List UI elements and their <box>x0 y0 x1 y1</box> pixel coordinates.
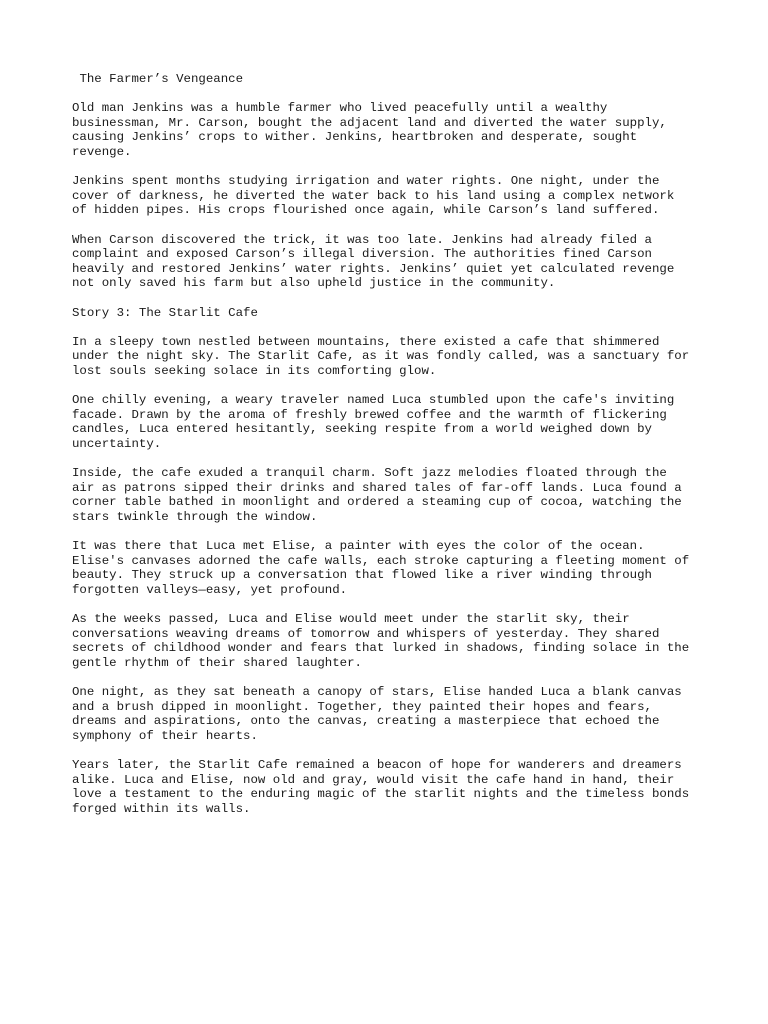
story-title: The Farmer’s Vengeance <box>72 72 244 86</box>
document-page <box>72 72 712 831</box>
paragraph: When Carson discovered the trick, it was too late. Jenkins had already filed a complaint and exposed Carson’s illegal diversion. The authorities fined Carson heavily and restored Jenkins’ water rights. Jenkins’ quiet yet calculated revenge not only saved his farm but also upheld justice in the community. <box>72 232 675 291</box>
paragraph: One chilly evening, a weary traveler named Luca stumbled upon the cafe's inviting facade. Drawn by the aroma of freshly brewed coffee and the warmth of flickering candles, Luca entered hesitantly, seeking respite from a world weighed down by uncertainty. <box>72 393 675 451</box>
story-heading: Story 3: The Starlit Cafe <box>72 305 258 320</box>
paragraph: Years later, the Starlit Cafe remained a beacon of hope for wanderers and dreamers alike. Luca and Elise, now old and gray, would visit the cafe hand in hand, their love a testament to the enduring magic of the starlit nights and the timeless bonds forged within its walls. <box>72 757 690 816</box>
paragraph: Inside, the cafe exuded a tranquil charm. Soft jazz melodies floated through the air as patrons sipped their drinks and shared tales of far-off lands. Luca found a corner table bathed in moonlight and ordered a steaming cup of cocoa, watching the stars twinkle through the window. <box>72 466 682 524</box>
paragraph: One night, as they sat beneath a canopy of stars, Elise handed Luca a blank canvas and a brush dipped in moonlight. Together, they painted their hopes and fears, dreams and aspirations, onto the canvas, creating a masterpiece that echoed the symphony of their hearts. <box>72 684 682 743</box>
paragraph: Old man Jenkins was a humble farmer who lived peacefully until a wealthy businessman, Mr. Carson, bought the adjacent land and diverted the water supply, causing Jenkins’ crops to wither. Jenkins, heartbroken and desperate, sought revenge. <box>72 101 667 159</box>
paragraph: It was there that Luca met Elise, a painter with eyes the color of the ocean. Elise's canvases adorned the cafe walls, each stroke capturing a fleeting moment of beauty. They struck up a conversation that flowed like a river winding through forgotten valleys—easy, yet profound. <box>72 539 690 597</box>
paragraph: Jenkins spent months studying irrigation and water rights. One night, under the cover of darkness, he diverted the water back to his land using a complex network of hidden pipes. His crops flourished once again, while Carson’s land suffered. <box>72 174 675 218</box>
paragraph: As the weeks passed, Luca and Elise would meet under the starlit sky, their conversations weaving dreams of tomorrow and whispers of yesterday. They shared secrets of childhood wonder and fears that lurked in shadows, finding solace in the gentle rhythm of their shared laughter. <box>72 611 690 670</box>
paragraph: In a sleepy town nestled between mountains, there existed a cafe that shimmered under the night sky. The Starlit Cafe, as it was fondly called, was a sanctuary for lost souls seeking solace in its comforting glow. <box>72 334 690 378</box>
